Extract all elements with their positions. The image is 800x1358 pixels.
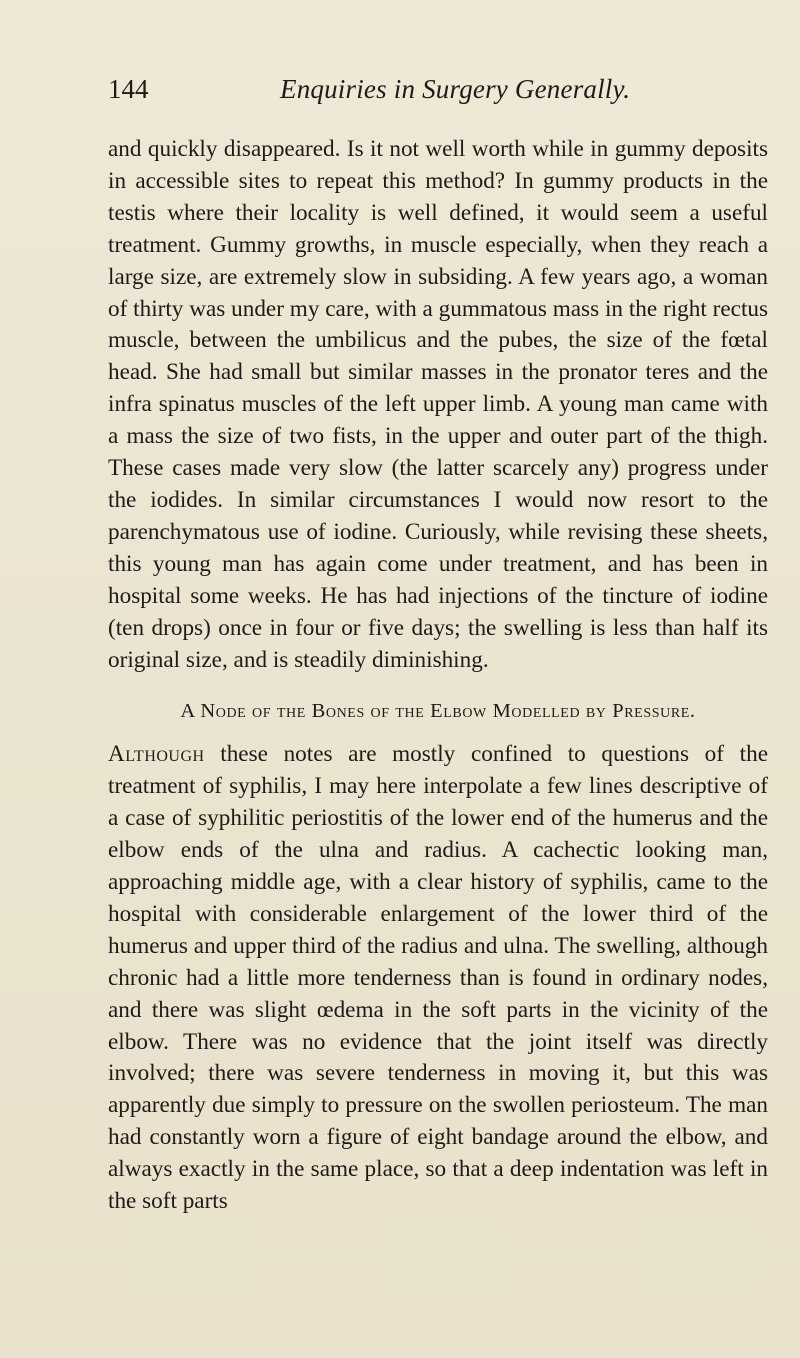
paragraph-lead-word: Although (108, 741, 205, 768)
paragraph-elbow-node-text: these notes are mostly confined to questions of the treatment of syphilis, I may here interpolate a few lines descriptive of a case of syphilitic periostitis of the lower end of the humerus and the elbow ends of the ulna and radius. A cachectic looking man, approaching middle age, with a clear history of syphilis, came to the hospital with considerable enlargement of the lower third of the humerus and upper third of the radius and ulna. The swelling, although chronic had a little more tenderness than is found in ordinary nodes, and there was slight œdema in the soft parts in the vicinity of the elbow. There was no evidence that the joint itself was directly involved; there was severe tenderness in moving it, but this was apparently due simply to pressure on the swollen periosteum. The man had constantly worn a figure of eight bandage around the elbow, and always exactly in the same place, so that a deep indentation was left in the soft parts (108, 741, 768, 1215)
running-title: Enquiries in Surgery Generally. (280, 74, 631, 104)
body-text (108, 134, 768, 1218)
paragraph-continued: and quickly disappeared. Is it not well worth while in gummy deposits in accessible sites to repeat this method? In gummy products in the testis where their locality is well defined, it would seem a useful treatment. Gummy growths, in muscle especially, when they reach a large size, are extremely slow in subsiding. A few years ago, a woman of thirty was under my care, with a gummatous mass in the right rectus muscle, between the umbilicus and the pubes, the size of the fœtal head. She had small but similar masses in the pronator teres and the infra spinatus muscles of the left upper limb. A young man came with a mass the size of two fists, in the upper and outer part of the thigh. These cases made very slow (the latter scarcely any) progress under the iodides. In similar circumstances I would now resort to the parenchymatous use of iodine. Curiously, while revising these sheets, this young man has again come under treatment, and has been in hospital some weeks. He has had injections of the tincture of iodine (ten drops) once in four or five days; the swelling is less than half its original size, and is steadily diminishing. (108, 136, 768, 673)
page-number: 144 (108, 74, 149, 104)
paragraph-elbow-node (108, 739, 768, 1218)
running-head (108, 74, 768, 114)
section-heading: A Node of the Bones of the Elbow Modelled by Pressure. (180, 700, 696, 723)
